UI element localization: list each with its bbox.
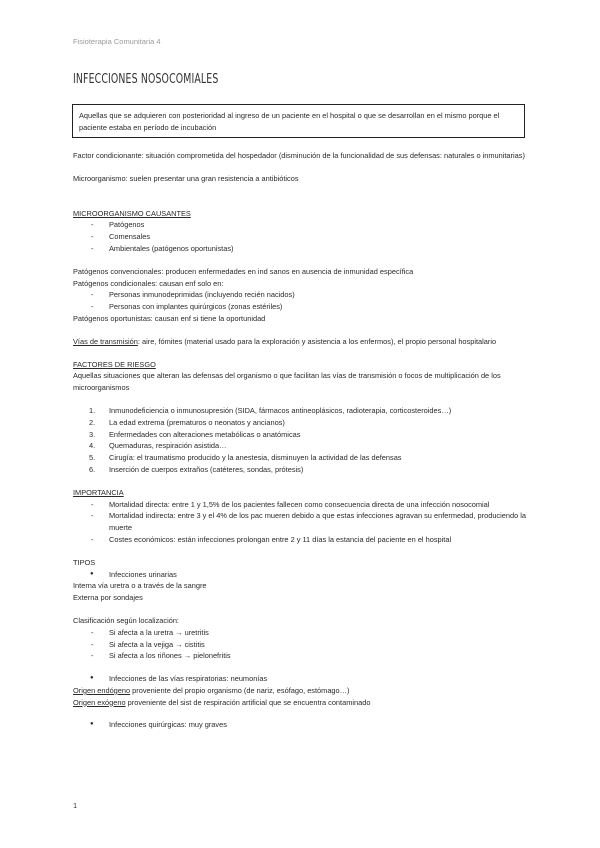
list-item: 3. Enfermedades con alteraciones metabólicas o anatómicas xyxy=(89,429,301,439)
factor-condicionante: Factor condicionante: situación comprometida del hospedador (disminución de la funcionalidad de sus defensas: naturales o inmunitarias) xyxy=(73,151,525,160)
definition-box xyxy=(72,104,525,138)
list-item: ● Infecciones quirúrgicas: muy graves xyxy=(90,720,227,730)
factores-intro: Aquellas situaciones que alteran las defensas del organismo o que facilitan las vías de transmisión o focos de multiplicación de los microorganismos xyxy=(73,371,501,393)
origen-exogeno: Origen exógeno proveniente del sist de respiración artificial que se encuentra contaminado xyxy=(73,697,371,707)
tipos-interna: Interna vía uretra o a través de la sangre xyxy=(73,581,207,591)
list-item: - Si afecta a la uretra → uretritis xyxy=(91,627,209,637)
document-body xyxy=(73,150,528,731)
list-item: - Mortalidad indirecta: entre 3 y el 4% de los pac mueren debido a que estas infecciones agravan su enfermedad, produciendo la muerte xyxy=(91,511,527,533)
list-item: - Personas inmunodeprimidas (incluyendo recién nacidos) xyxy=(91,290,295,300)
list-item: - Si afecta a la vejiga → cistitis xyxy=(91,639,205,649)
list-item: ● Infecciones de las vías respiratorias: neumonías xyxy=(90,674,268,684)
tipos-heading: TIPOS xyxy=(73,557,96,567)
list-item: - Personas con implantes quirúrgicos (zonas estériles) xyxy=(91,302,283,312)
list-item: - Mortalidad directa: entre 1 y 1,5% de los pacientes fallecen como consecuencia directa de una infección nosocomial xyxy=(91,499,490,509)
vias-transmision: Vías de transmisión: aire, fómites (material usado para la exploración y asistencia a los enfermos), el propio personal hospitalario xyxy=(73,336,497,346)
factores-heading: FACTORES DE RIESGO xyxy=(73,359,156,369)
definition-text: Aquellas que se adquieren con posterioridad al ingreso de un paciente en el hospital o que se desarrollan en el mismo porque el paciente estaba en período de incubación xyxy=(79,111,500,132)
patogenos-convencionales: Patógenos convencionales: producen enfermedades en ind sanos en ausencia de inmunidad específica xyxy=(73,266,414,276)
origen-endogeno: Origen endógeno proveniente del propio organismo (de nariz, esófago, estómago…) xyxy=(73,685,350,695)
list-item: 1. Inmunodeficiencia o inmunosupresión (SIDA, fármacos antineoplásicos, radioterapia, corticosteroides…) xyxy=(89,405,452,415)
patogenos-condicionales: Patógenos condicionales: causan enf solo en: xyxy=(73,278,224,288)
list-item: - Costes económicos: están infecciones prolongan entre 2 y 11 días la estancia del paciente en el hospital xyxy=(91,534,452,544)
clasificacion-text: Clasificación según localización: xyxy=(73,615,179,625)
patogenos-oportunistas: Patógenos oportunistas: causan enf si tiene la oportunidad xyxy=(73,313,266,323)
list-item: - Comensales xyxy=(91,232,151,242)
tipos-externa: Externa por sondajes xyxy=(73,593,143,603)
list-item: 6. Inserción de cuerpos extraños (catéteres, sondas, prótesis) xyxy=(89,464,304,474)
list-item: 5. Cirugía: el traumatismo producido y la anestesia, disminuyen la actividad de las defensas xyxy=(89,453,402,463)
microorganismo-text: Microorganismo: suelen presentar una gran resistencia a antibióticos xyxy=(73,173,299,183)
page-title: INFECCIONES NOSOCOMIALES xyxy=(73,72,219,87)
list-item: ● Infecciones urinarias xyxy=(90,569,177,579)
list-item: - Ambientales (patógenos oportunistas) xyxy=(91,243,234,253)
list-item: - Si afecta a los riñones → pielonefritis xyxy=(91,651,231,661)
list-item: 2. La edad extrema (prematuros o neonatos y ancianos) xyxy=(89,417,285,427)
list-item: 4. Quemaduras, respiración asistida… xyxy=(89,441,227,451)
causantes-heading: MICROORGANISMO CAUSANTES xyxy=(73,208,191,218)
page-header: Fisioterapia Comunitaria 4 xyxy=(73,37,161,46)
importancia-heading: IMPORTANCIA xyxy=(73,487,124,497)
page-number: 1 xyxy=(73,801,78,810)
list-item: - Patógenos xyxy=(91,220,145,230)
